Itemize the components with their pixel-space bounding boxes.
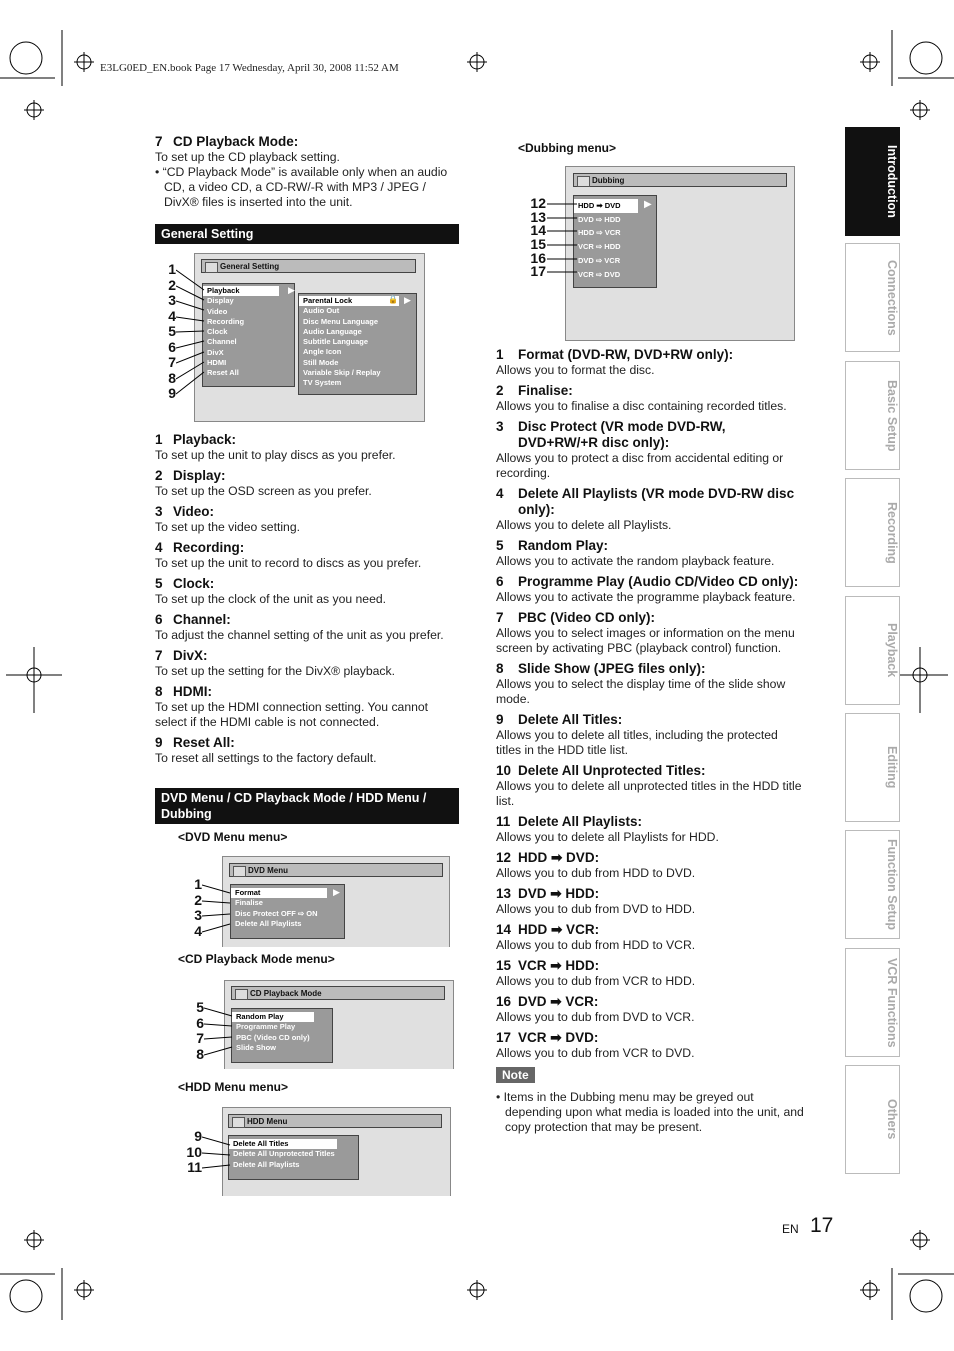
submenu-item[interactable]: Angle Icon — [303, 347, 342, 357]
hdd-menu-label: <HDD Menu menu> — [178, 1080, 289, 1094]
tab-introduction[interactable]: Introduction — [845, 127, 900, 236]
general-setting-screen — [194, 253, 425, 422]
menu-item[interactable]: HDD ➡ DVD — [574, 199, 638, 213]
submenu-item[interactable]: Subtitle Language — [303, 337, 369, 347]
book-header: E3LG0ED_EN.book Page 17 Wednesday, April 30, 2008 11:52 AM — [100, 62, 399, 74]
menu-item[interactable]: Random Play — [232, 1012, 314, 1022]
menu-item[interactable]: PBC (Video CD only) — [236, 1032, 310, 1042]
hdd-leader-lines — [202, 1129, 232, 1179]
menu-item[interactable]: Video — [207, 306, 228, 316]
settings-icon — [205, 262, 218, 273]
menu-item[interactable]: Clock — [207, 327, 228, 337]
dvd-callouts: 1 2 3 4 — [194, 876, 202, 939]
cd-playback-screen — [224, 980, 454, 1069]
music-icon — [235, 989, 248, 1000]
cd-playback-bullet: • “CD Playback Mode” is available only when an audio CD, a video CD, a CD-RW/-R with MP3 / JPEG / DivX® files is inserted into the unit. — [155, 165, 448, 209]
submenu-item[interactable]: Parental Lock — [299, 296, 399, 306]
menu-item[interactable]: DivX — [207, 347, 224, 357]
hdd-icon — [232, 1117, 245, 1128]
menu-item[interactable]: Playback — [203, 286, 279, 296]
menu-item[interactable]: Channel — [207, 337, 237, 347]
cd-menu-list — [231, 1008, 333, 1063]
dubbing-titlebar: Dubbing — [573, 173, 787, 187]
arrow-right-icon: ▶ — [404, 295, 411, 305]
hdd-menu-screen — [222, 1107, 451, 1196]
dvd-leader-lines — [202, 877, 232, 942]
playback-submenu — [298, 293, 417, 395]
menu-item[interactable]: Display — [207, 296, 234, 306]
tab-vcr-functions[interactable]: VCR Functions — [845, 948, 900, 1057]
menu-item[interactable]: DVD ⇨ HDD — [578, 214, 621, 224]
tab-basic-setup[interactable]: Basic Setup — [845, 361, 900, 470]
menu-item[interactable]: VCR ⇨ DVD — [578, 269, 621, 279]
note-text: • Items in the Dubbing menu may be greyed out depending upon what media is loaded into the unit, and copy protection that may be present. — [496, 1090, 804, 1134]
menu-item[interactable]: Delete All Playlists — [233, 1159, 300, 1169]
submenu-item[interactable]: Variable Skip / Replay — [303, 368, 381, 378]
menu-item[interactable]: Disc Protect OFF ⇨ ON — [235, 908, 318, 918]
cd-leader-lines — [204, 1000, 234, 1065]
tab-function-setup[interactable]: Function Setup — [845, 830, 900, 939]
cd-playback-section — [155, 134, 455, 210]
hdd-menu-titlebar: HDD Menu — [228, 1114, 442, 1128]
menu-item[interactable]: VCR ⇨ HDD — [578, 242, 621, 252]
cd-callouts: 5 6 7 8 — [196, 999, 204, 1062]
dvd-menu-section-heading: DVD Menu / CD Playback Mode / HDD Menu / Dubbing — [155, 788, 459, 824]
dvd-menu-titlebar: DVD Menu — [229, 863, 443, 877]
disc-icon — [233, 866, 246, 877]
menu-item[interactable]: Delete All Titles — [229, 1139, 337, 1149]
menu-item[interactable]: HDD ⇨ VCR — [578, 228, 621, 238]
note-badge: Note — [496, 1067, 535, 1083]
dvd-menu-list — [230, 884, 345, 939]
tab-recording[interactable]: Recording — [845, 478, 900, 587]
menu-item[interactable]: Format — [231, 888, 327, 898]
menu-item[interactable]: Delete All Unprotected Titles — [233, 1149, 335, 1159]
tab-others[interactable]: Others — [845, 1065, 900, 1174]
dubbing-menu-list — [573, 195, 657, 288]
hdd-menu-list — [228, 1135, 359, 1180]
hdd-callouts: 9 10 11 — [186, 1128, 202, 1175]
dvd-items-list: 1 Format (DVD-RW, DVD+RW only): Allows you to format the disc. 2 Finalise: Allows you to finalise a disc containing recorded titles. 3 Disc Protect (VR mode DVD-RW, DVD+RW/+R disc only): Allows you to protect a disc from accidental editing or recording. 4 Delete All Playlists (VR mode DVD-RW disc only): Allows you to delete all Playlists. 5 Random Play: Allows you to activate the random playback feature. 6 Programme Play (Audio CD/Video CD only): Allows you to activate the programme playback feature. 7 PBC (Video CD only): Allows you to select images or information on the menu screen by activating PBC (playback control) function. 8 Slide Show (JPEG files only): Allows you to select the display time of the slide show mode. 9 Delete All Titles: Allows you to delete all titles, including the protected titles in the HDD title list. 10 Delete All Unprotected Titles: Allows you to delete all unprotected titles in the HDD title list. 11 Delete All Playlists: Allows you to delete all Playlists for HDD. 12 HDD ➡ DVD: Allows you to dub from HDD to DVD. 13 DVD ➡ HDD: Allows you to dub from DVD to HDD. 14 HDD ➡ VCR: Allows you to dub from HDD to VCR. 15 VCR ➡ HDD: Allows you to dub from VCR to HDD. 16 DVD ➡ VCR: Allows you to dub from DVD to VCR. 17 VCR ➡ DVD: Allows you to dub from VCR to DVD. Note • Items in the Dubbing menu may be greyed out depending upon what media is loaded into the unit, and copy protection that may be present. — [496, 347, 804, 1134]
cd-playback-desc: To set up the CD playback setting. — [155, 150, 340, 164]
dvd-menu-label: <DVD Menu menu> — [178, 830, 288, 844]
menu-item[interactable]: Delete All Playlists — [235, 918, 302, 928]
submenu-item[interactable]: TV System — [303, 378, 342, 388]
dubbing-screen — [565, 166, 795, 341]
cd-playback-titlebar: CD Playback Mode — [231, 986, 445, 1000]
tab-connections[interactable]: Connections — [845, 243, 900, 352]
general-leader-lines — [176, 262, 206, 402]
dvd-menu-screen — [222, 856, 450, 947]
dubbing-callouts: 12 13 14 15 16 17 — [530, 195, 546, 280]
page-number: 17 — [810, 1214, 834, 1237]
language-code: EN — [782, 1222, 799, 1236]
arrow-right-icon: ▶ — [288, 285, 295, 295]
menu-item[interactable]: Programme Play — [236, 1022, 296, 1032]
arrow-right-icon: ▶ — [333, 887, 340, 897]
dubbing-leader-lines — [547, 197, 579, 281]
general-callouts: 1 2 3 4 5 6 7 8 9 — [168, 261, 176, 401]
menu-item[interactable]: Finalise — [235, 898, 263, 908]
submenu-item[interactable]: Audio Language — [303, 326, 362, 336]
general-setting-titlebar: General Setting — [201, 259, 416, 273]
submenu-item[interactable]: Disc Menu Language — [303, 316, 379, 326]
submenu-item[interactable]: Still Mode — [303, 357, 339, 367]
menu-item[interactable]: Reset All — [207, 368, 239, 378]
arrow-right-icon: ▶ — [644, 199, 652, 210]
tab-editing[interactable]: Editing — [845, 713, 900, 822]
menu-item[interactable]: DVD ⇨ VCR — [578, 255, 621, 265]
cd-menu-label: <CD Playback Mode menu> — [178, 952, 335, 966]
general-items-list: 1 Playback: To set up the unit to play discs as you prefer. 2 Display: To set up the OSD screen as you prefer. 3 Video: To set up the video setting. 4 Recording: To set up the unit to record to discs as you prefer. 5 Clock: To set up the clock of the unit as you need. 6 Channel: To adjust the channel setting of the unit as you prefer. 7 DivX: To set up the setting for the DivX® playback. 8 HDMI: To set up the HDMI connection setting. You cannot select if the HDMI cable is not connected. 9 Reset All: To reset all settings to the factory default. — [155, 432, 444, 765]
general-menu-list — [202, 283, 295, 387]
general-setting-heading: General Setting — [155, 224, 459, 244]
menu-item[interactable]: Recording — [207, 316, 245, 326]
dubbing-icon — [577, 176, 590, 187]
lock-icon: 🔒 — [388, 295, 398, 304]
dubbing-menu-label: <Dubbing menu> — [518, 141, 617, 155]
submenu-item[interactable]: Audio Out — [303, 306, 340, 316]
tab-playback[interactable]: Playback — [845, 596, 900, 705]
menu-item[interactable]: HDMI — [207, 358, 227, 368]
cd-playback-heading: 7 CD Playback Mode: — [155, 134, 299, 149]
menu-item[interactable]: Slide Show — [236, 1042, 277, 1052]
